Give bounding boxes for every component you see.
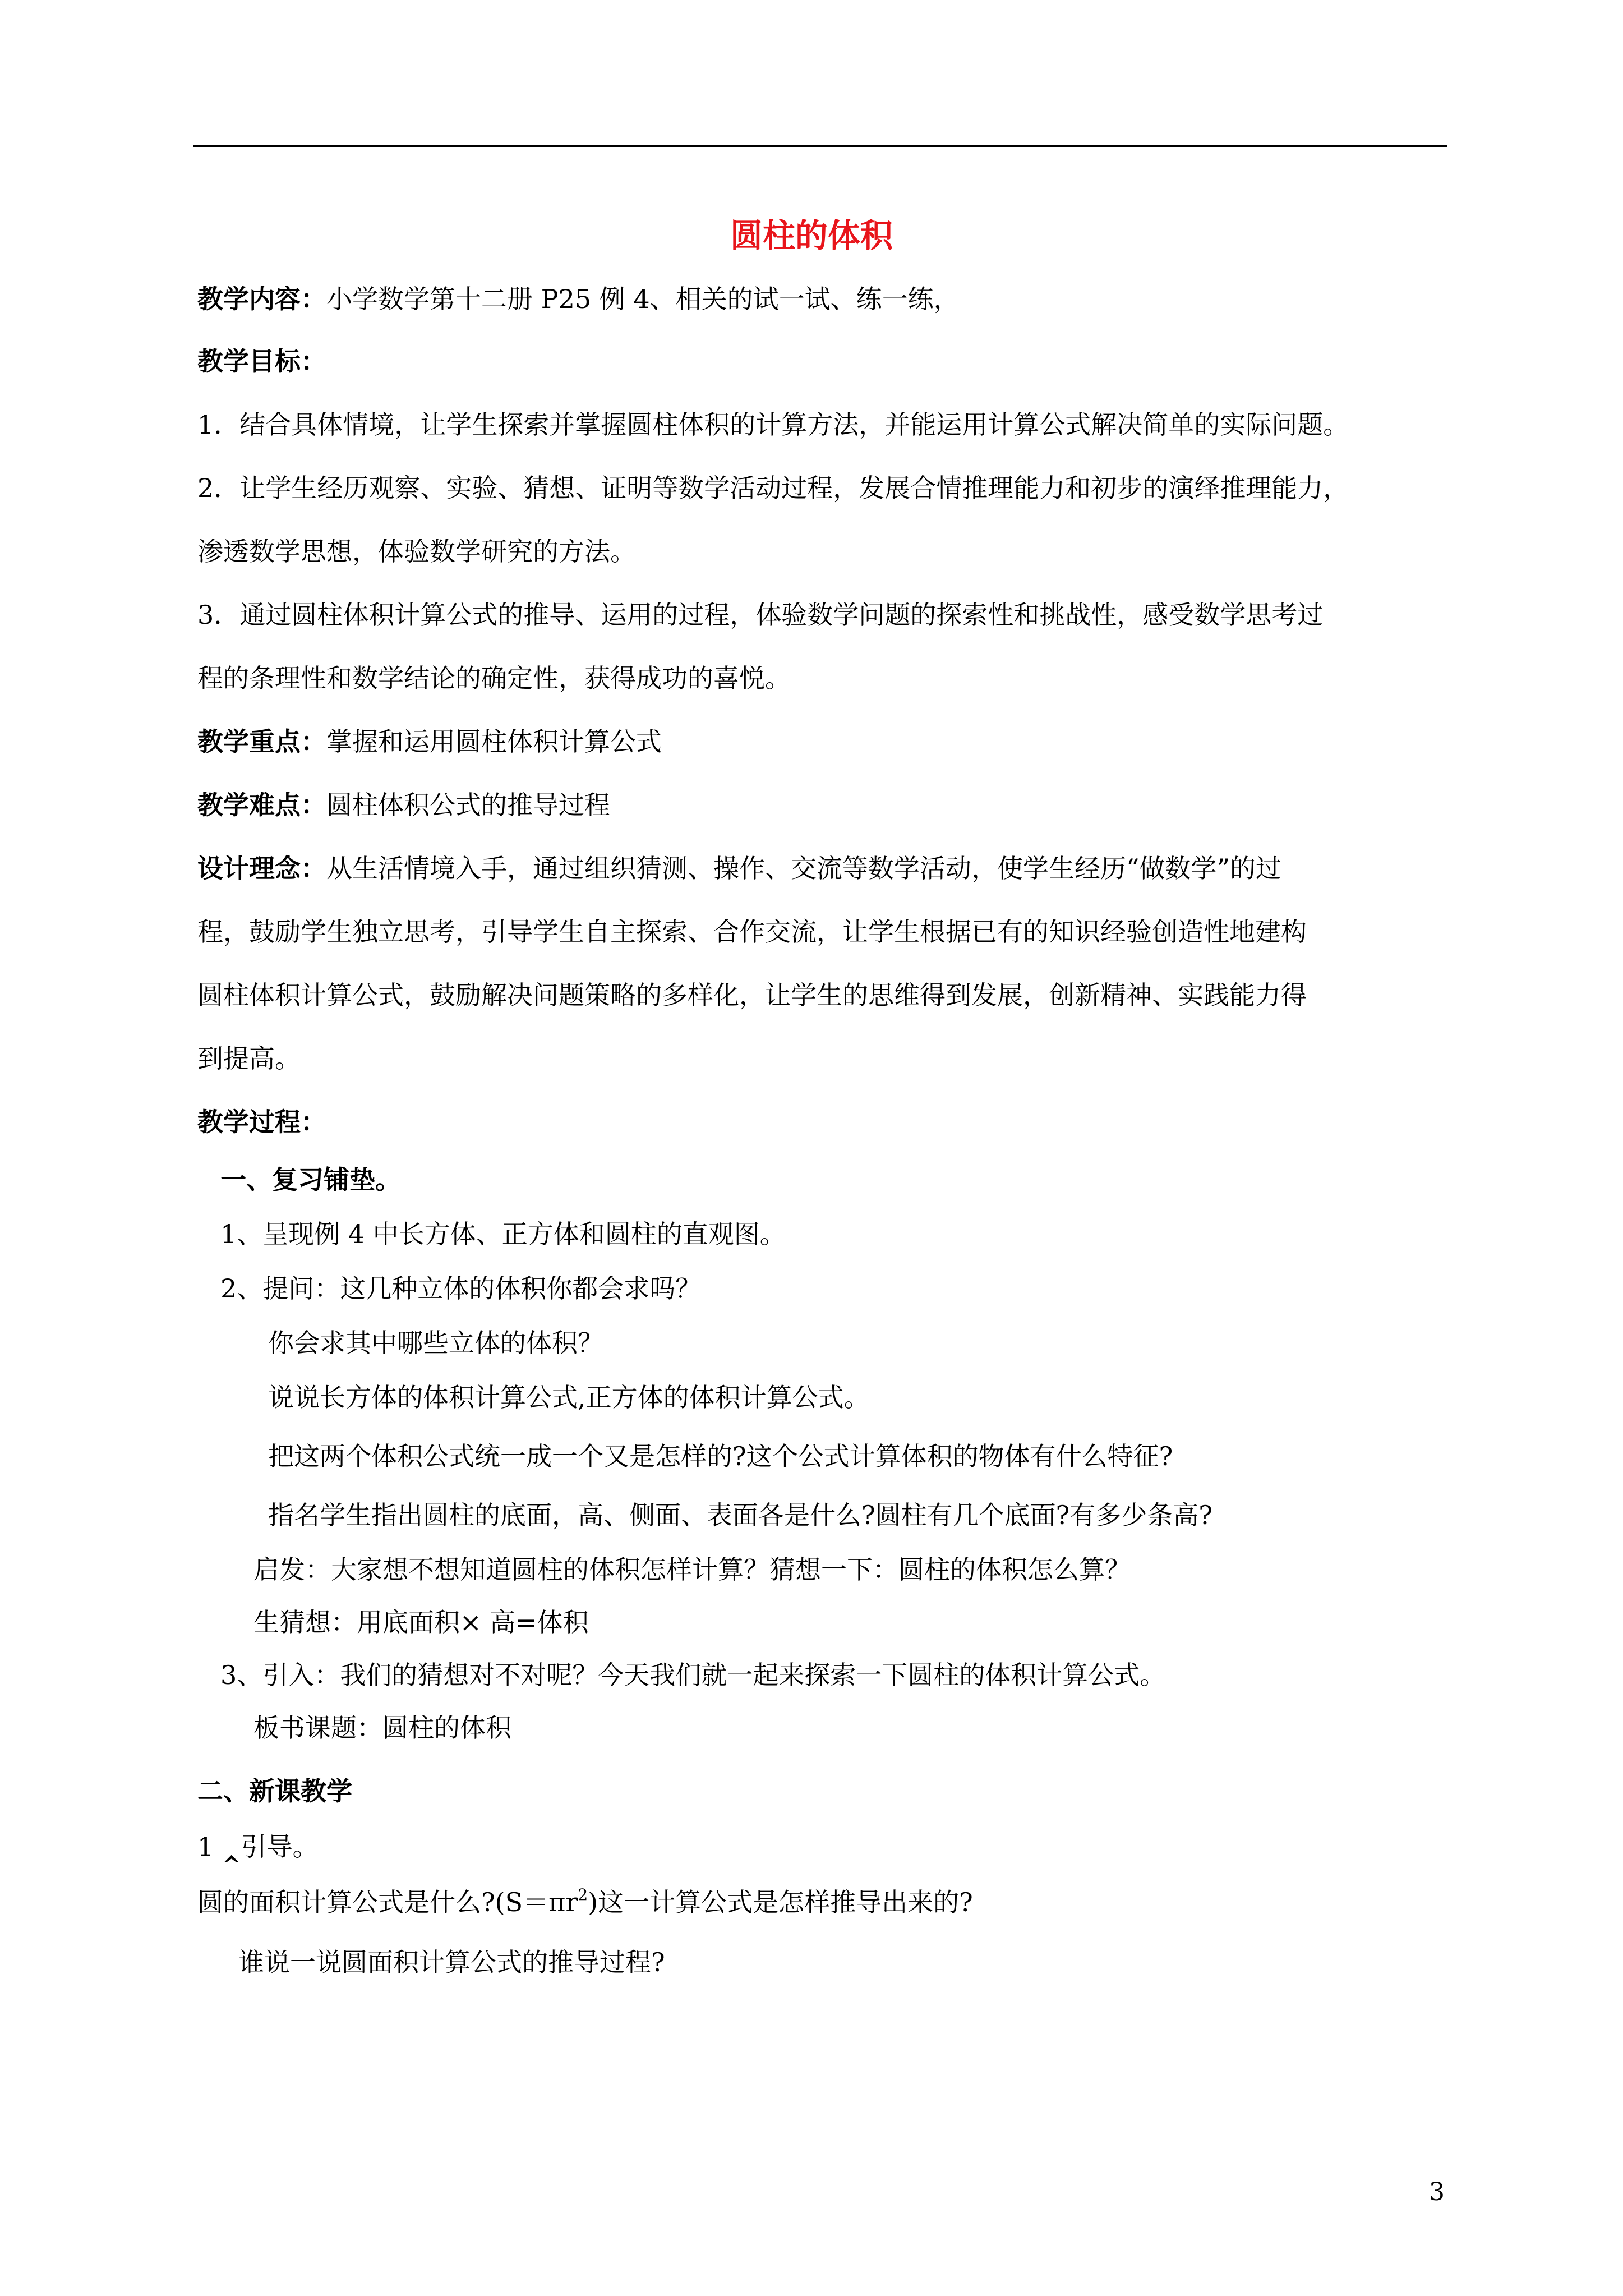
step-2-1 bbox=[197, 1830, 319, 1864]
board-title-line: 板书课题：圆柱的体积 bbox=[253, 1713, 511, 1743]
key-point-label: 教学重点： bbox=[197, 726, 326, 757]
formula-text-b: )这一计算公式是怎样推导出来的? bbox=[588, 1887, 973, 1917]
guess-line: 生猜想：用底面积× 高=体积 bbox=[253, 1607, 589, 1637]
section-2-heading: 二、新课教学 bbox=[197, 1776, 352, 1806]
bullet-caret-icon: ‸ bbox=[222, 1832, 241, 1862]
question-3: 把这两个体积公式统一成一个又是怎样的?这个公式计算体积的物体有什么特征? bbox=[268, 1441, 1173, 1471]
page-number: 3 bbox=[1429, 2178, 1445, 2206]
process-label: 教学过程： bbox=[197, 1107, 326, 1137]
step-1-1: 1、呈现例 4 中长方体、正方体和圆柱的直观图。 bbox=[220, 1219, 786, 1249]
step-2-1-number: 1 bbox=[197, 1832, 222, 1862]
question-1: 你会求其中哪些立体的体积？ bbox=[268, 1328, 603, 1358]
content-line bbox=[197, 282, 960, 316]
formula-superscript: 2 bbox=[578, 1885, 588, 1904]
step-1-2: 2、提问：这几种立体的体积你都会求吗？ bbox=[220, 1273, 702, 1304]
difficulty-label: 教学难点： bbox=[197, 790, 326, 820]
step-2-1-text: 引导。 bbox=[241, 1832, 319, 1862]
design-label: 设计理念： bbox=[197, 853, 326, 884]
goal-3-line-2: 程的条理性和数学结论的确定性，获得成功的喜悦。 bbox=[197, 663, 791, 693]
section-1-heading: 一、复习铺垫。 bbox=[220, 1165, 401, 1195]
design-line-2: 程，鼓励学生独立思考，引导学生自主探索、合作交流，让学生根据已有的知识经验创造性地建构 bbox=[197, 917, 1307, 947]
question-2: 说说长方体的体积计算公式,正方体的体积计算公式。 bbox=[268, 1382, 870, 1412]
inspire-line: 启发：大家想不想知道圆柱的体积怎样计算？猜想一下：圆柱的体积怎么算？ bbox=[253, 1554, 1131, 1585]
goal-3-line-1: 3．通过圆柱体积计算公式的推导、运用的过程，体验数学问题的探索性和挑战性，感受数学思考过 bbox=[197, 600, 1324, 630]
content-text: 小学数学第十二册 P25 例 4、相关的试一试、练一练， bbox=[326, 284, 960, 314]
key-point-text: 掌握和运用圆柱体积计算公式 bbox=[326, 726, 662, 757]
design-text-1: 从生活情境入手，通过组织猜测、操作、交流等数学活动，使学生经历“做数学”的过 bbox=[326, 853, 1282, 884]
design-line-4: 到提高。 bbox=[197, 1043, 301, 1074]
goal-2-line-1: 2．让学生经历观察、实验、猜想、证明等数学活动过程，发展合情推理能力和初步的演绎推理能力， bbox=[197, 473, 1349, 503]
goal-2-line-2: 渗透数学思想，体验数学研究的方法。 bbox=[197, 536, 636, 567]
key-point-line bbox=[197, 725, 662, 758]
design-line-3: 圆柱体积计算公式，鼓励解决问题策略的多样化，让学生的思维得到发展，创新精神、实践能力得 bbox=[197, 980, 1307, 1010]
goal-1: 1．结合具体情境，让学生探索并掌握圆柱体积的计算方法，并能运用计算公式解决简单的实际问题。 bbox=[197, 409, 1349, 440]
content-label: 教学内容： bbox=[197, 284, 326, 314]
difficulty-text: 圆柱体积公式的推导过程 bbox=[326, 790, 610, 820]
formula-text-a: 圆的面积计算公式是什么?(S＝πr bbox=[197, 1887, 578, 1917]
step-1-3: 3、引入：我们的猜想对不对呢？今天我们就一起来探索一下圆柱的体积计算公式。 bbox=[220, 1660, 1166, 1690]
question-4: 指名学生指出圆柱的底面，高、侧面、表面各是什么?圆柱有几个底面?有多少条高? bbox=[268, 1500, 1212, 1530]
step-2-question-2: 谁说一说圆面积计算公式的推导过程? bbox=[238, 1947, 665, 1977]
design-line-1 bbox=[197, 852, 1281, 885]
page-title: 圆柱的体积 bbox=[730, 217, 893, 255]
step-2-question-1 bbox=[197, 1885, 973, 1919]
goals-label: 教学目标： bbox=[197, 346, 326, 376]
difficulty-line bbox=[197, 788, 610, 822]
header-rule bbox=[193, 145, 1447, 147]
